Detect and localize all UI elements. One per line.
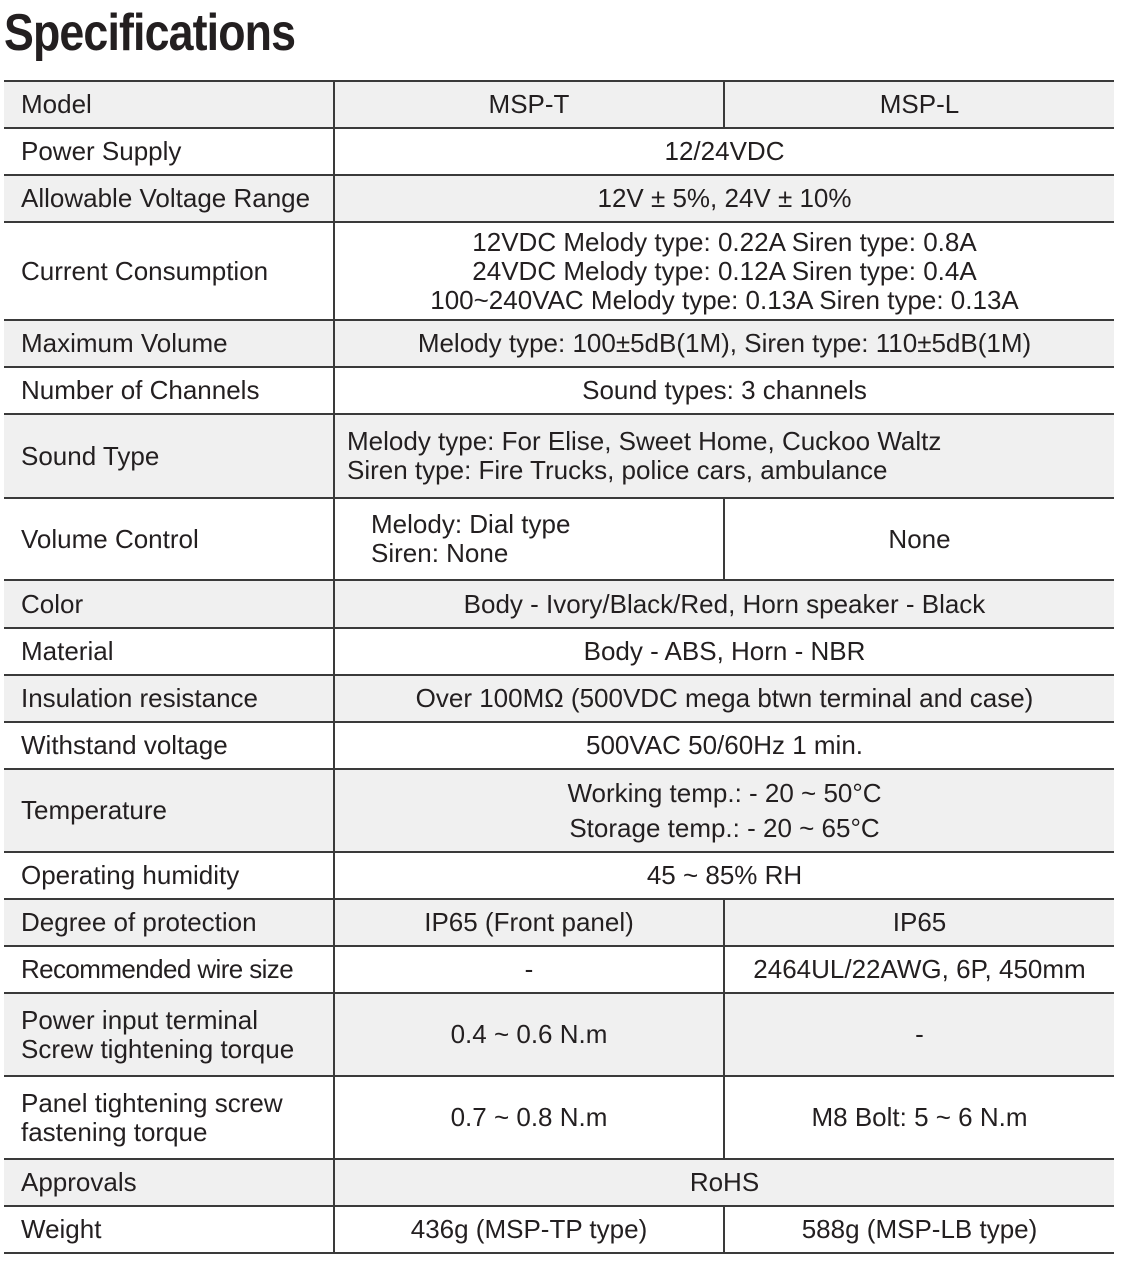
table-row-temperature <box>4 769 1114 852</box>
row-value: Over 100MΩ (500VDC mega btwn terminal and case) <box>334 675 1114 722</box>
value-line: Melody type: For Elise, Sweet Home, Cuckoo Waltz <box>347 426 942 456</box>
table-row-current-consumption <box>4 222 1114 320</box>
power-torque-msp-t: 0.4 ~ 0.6 N.m <box>334 993 724 1076</box>
table-row-maximum-volume <box>4 320 1114 367</box>
panel-torque-msp-l: M8 Bolt: 5 ~ 6 N.m <box>724 1076 1114 1159</box>
weight-msp-l: 588g (MSP-LB type) <box>724 1206 1114 1253</box>
wire-size-msp-l: 2464UL/22AWG, 6P, 450mm <box>724 946 1114 993</box>
table-row-approvals <box>4 1159 1114 1206</box>
value-line: Siren type: Fire Trucks, police cars, ambulance <box>347 455 888 485</box>
label-line: Screw tightening torque <box>21 1033 295 1064</box>
table-row-weight <box>4 1206 1114 1253</box>
value-line: 100~240VAC Melody type: 0.13A Siren type: 0.13A <box>430 284 1019 315</box>
row-label: Withstand voltage <box>4 722 334 769</box>
table-row-power-input-torque <box>4 993 1114 1076</box>
row-label: Degree of protection <box>4 899 334 946</box>
row-value: Body - ABS, Horn - NBR <box>334 628 1114 675</box>
label-line: Power input terminal <box>21 1004 258 1035</box>
volume-control-msp-l: None <box>724 498 1114 580</box>
table-row-number-of-channels <box>4 367 1114 414</box>
label-line: fastening torque <box>21 1116 208 1147</box>
row-value: Sound types: 3 channels <box>334 367 1114 414</box>
table-row-withstand-voltage <box>4 722 1114 769</box>
row-label: Material <box>4 628 334 675</box>
row-value: 12/24VDC <box>334 128 1114 175</box>
row-value: Melody type: 100±5dB(1M), Siren type: 110±5dB(1M) <box>334 320 1114 367</box>
row-value: 500VAC 50/60Hz 1 min. <box>334 722 1114 769</box>
table-row-panel-screw-torque <box>4 1076 1114 1159</box>
row-label: Maximum Volume <box>4 320 334 367</box>
row-label: Number of Channels <box>4 367 334 414</box>
row-value: 45 ~ 85% RH <box>334 852 1114 899</box>
protection-msp-l: IP65 <box>724 899 1114 946</box>
row-label: Current Consumption <box>4 222 334 320</box>
row-label <box>4 1076 334 1159</box>
row-value: 12V ± 5%, 24V ± 10% <box>334 175 1114 222</box>
value-line: Storage temp.: - 20 ~ 65°C <box>569 812 880 843</box>
table-row-sound-type <box>4 414 1114 498</box>
row-label: Recommended wire size <box>4 946 334 993</box>
row-label: Model <box>4 81 334 128</box>
table-row-insulation-resistance <box>4 675 1114 722</box>
row-label: Operating humidity <box>4 852 334 899</box>
row-label: Color <box>4 580 334 628</box>
row-value: Body - Ivory/Black/Red, Horn speaker - Black <box>334 580 1114 628</box>
weight-msp-t: 436g (MSP-TP type) <box>334 1206 724 1253</box>
protection-msp-t: IP65 (Front panel) <box>334 899 724 946</box>
row-value: RoHS <box>334 1159 1114 1206</box>
specifications-table <box>4 80 1114 1254</box>
model-msp-t-header: MSP-T <box>334 81 724 128</box>
row-value <box>334 769 1114 852</box>
value-line: 12VDC Melody type: 0.22A Siren type: 0.8A <box>472 226 977 257</box>
row-label: Sound Type <box>4 414 334 498</box>
label-line: Panel tightening screw <box>21 1087 283 1118</box>
row-label: Volume Control <box>4 498 334 580</box>
value-line: Siren: None <box>371 538 509 568</box>
value-line: 24VDC Melody type: 0.12A Siren type: 0.4A <box>472 255 977 286</box>
table-row-degree-of-protection <box>4 899 1114 946</box>
value-line: Melody: Dial type <box>371 509 571 539</box>
row-label: Allowable Voltage Range <box>4 175 334 222</box>
table-row-model <box>4 81 1114 128</box>
table-row-color <box>4 580 1114 628</box>
row-value <box>334 414 1114 498</box>
row-label: Weight <box>4 1206 334 1253</box>
power-torque-msp-l: - <box>724 993 1114 1076</box>
row-label: Insulation resistance <box>4 675 334 722</box>
value-line: Working temp.: - 20 ~ 50°C <box>567 777 882 808</box>
row-label: Power Supply <box>4 128 334 175</box>
row-label: Approvals <box>4 1159 334 1206</box>
table-row-material <box>4 628 1114 675</box>
page-title: Specifications <box>4 4 296 62</box>
wire-size-msp-t: - <box>334 946 724 993</box>
table-row-voltage-range <box>4 175 1114 222</box>
row-label: Temperature <box>4 769 334 852</box>
table-row-operating-humidity <box>4 852 1114 899</box>
panel-torque-msp-t: 0.7 ~ 0.8 N.m <box>334 1076 724 1159</box>
model-msp-l-header: MSP-L <box>724 81 1114 128</box>
table-row-power-supply <box>4 128 1114 175</box>
volume-control-msp-t <box>334 498 724 580</box>
table-row-volume-control <box>4 498 1114 580</box>
row-value <box>334 222 1114 320</box>
row-label <box>4 993 334 1076</box>
table-row-recommended-wire-size <box>4 946 1114 993</box>
